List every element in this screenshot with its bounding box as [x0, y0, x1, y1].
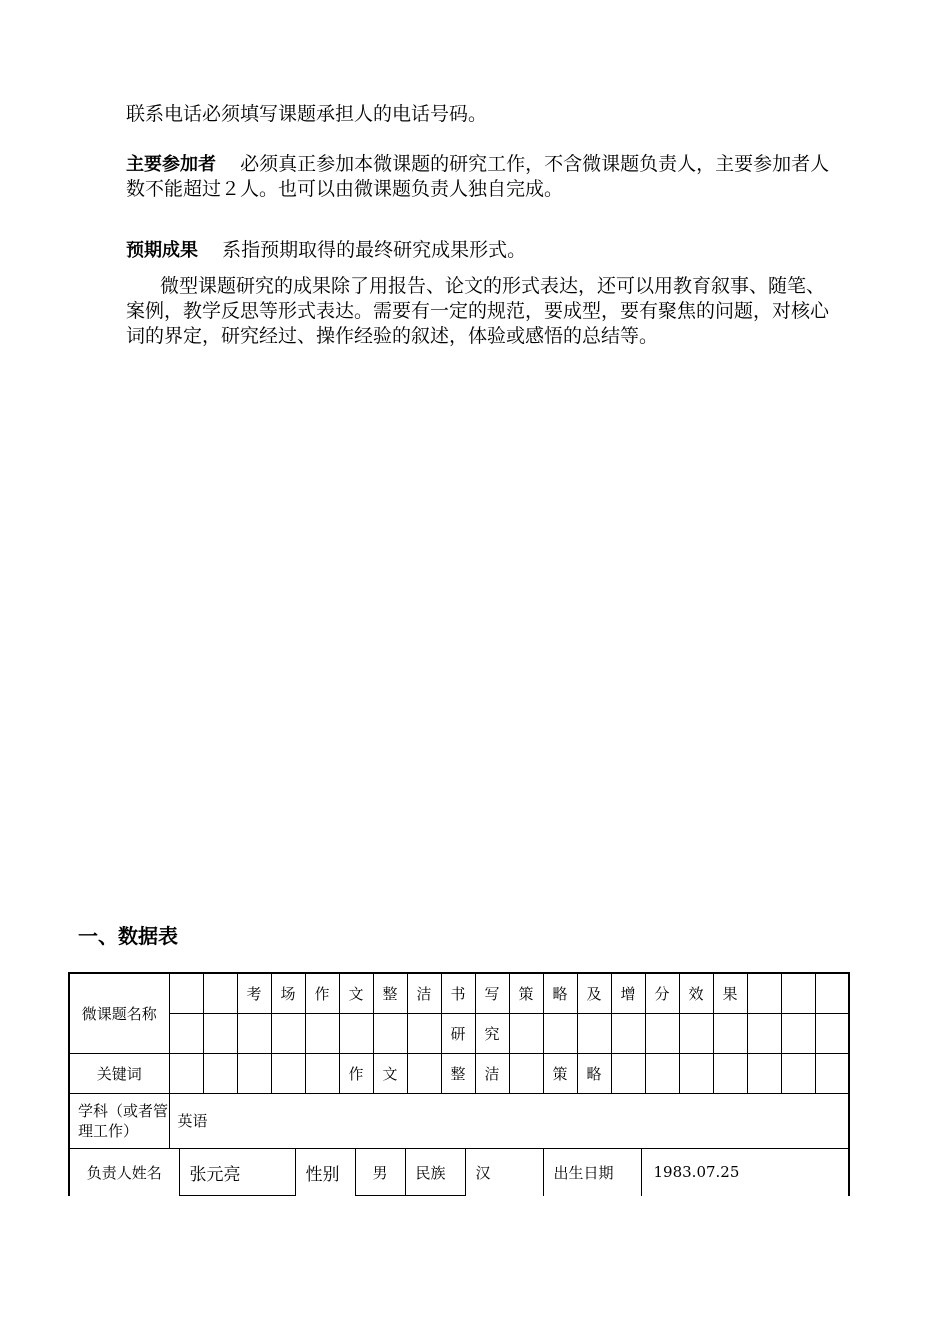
cell[interactable] — [169, 1014, 203, 1054]
cell[interactable] — [747, 973, 781, 1014]
cell[interactable]: 分 — [645, 973, 679, 1014]
name-value[interactable]: 张元亮 — [179, 1149, 295, 1196]
cell[interactable] — [781, 1014, 815, 1054]
subject-value[interactable]: 英语 — [169, 1094, 849, 1149]
cell[interactable]: 写 — [475, 973, 509, 1014]
data-table — [68, 972, 850, 1149]
cell[interactable]: 效 — [679, 973, 713, 1014]
outcome-label: 预期成果 — [126, 240, 198, 261]
cell[interactable] — [305, 1014, 339, 1054]
title-row-1 — [69, 973, 849, 1014]
person-table — [68, 1149, 850, 1196]
cell[interactable] — [781, 1054, 815, 1094]
participants-text: 必须真正参加本微课题的研究工作，不含微课题负责人，主要参加者人数不能超过２人。也可以由微课题负责人独自完成。 — [126, 153, 830, 200]
cell[interactable] — [509, 1014, 543, 1054]
cell[interactable] — [611, 1014, 645, 1054]
cell[interactable]: 洁 — [407, 973, 441, 1014]
cell[interactable]: 及 — [577, 973, 611, 1014]
cell[interactable] — [373, 1014, 407, 1054]
title-label: 微课题名称 — [69, 973, 169, 1054]
cell[interactable] — [237, 1014, 271, 1054]
cell[interactable] — [271, 1054, 305, 1094]
note-outcome — [126, 238, 842, 263]
cell[interactable] — [645, 1014, 679, 1054]
cell[interactable] — [747, 1014, 781, 1054]
cell[interactable] — [645, 1054, 679, 1094]
note-phone: 联系电话必须填写课题承担人的电话号码。 — [126, 103, 488, 125]
title-row-2 — [69, 1014, 849, 1054]
cell[interactable]: 场 — [271, 973, 305, 1014]
cell[interactable] — [237, 1054, 271, 1094]
cell[interactable] — [203, 973, 237, 1014]
cell[interactable] — [679, 1014, 713, 1054]
ethnicity-label: 民族 — [405, 1149, 465, 1196]
gender-value[interactable]: 男 — [355, 1149, 405, 1196]
cell[interactable]: 作 — [305, 973, 339, 1014]
cell[interactable] — [407, 1054, 441, 1094]
cell[interactable]: 策 — [509, 973, 543, 1014]
cell[interactable]: 整 — [441, 1054, 475, 1094]
cell[interactable] — [815, 1054, 849, 1094]
cell[interactable] — [679, 1054, 713, 1094]
cell[interactable]: 整 — [373, 973, 407, 1014]
cell[interactable] — [169, 1054, 203, 1094]
cell[interactable]: 略 — [577, 1054, 611, 1094]
subject-row — [69, 1094, 849, 1149]
cell[interactable] — [815, 973, 849, 1014]
gender-label: 性别 — [295, 1149, 355, 1196]
cell[interactable]: 果 — [713, 973, 747, 1014]
keywords-row — [69, 1054, 849, 1094]
cell[interactable] — [509, 1054, 543, 1094]
cell[interactable] — [713, 1014, 747, 1054]
cell[interactable]: 洁 — [475, 1054, 509, 1094]
cell[interactable] — [611, 1054, 645, 1094]
cell[interactable]: 研 — [441, 1014, 475, 1054]
cell[interactable] — [203, 1014, 237, 1054]
cell[interactable] — [305, 1054, 339, 1094]
cell[interactable] — [543, 1014, 577, 1054]
section-heading: 一、数据表 — [78, 924, 178, 948]
cell[interactable]: 书 — [441, 973, 475, 1014]
cell[interactable]: 考 — [237, 973, 271, 1014]
cell[interactable]: 文 — [339, 973, 373, 1014]
cell[interactable] — [339, 1014, 373, 1054]
cell[interactable]: 略 — [543, 973, 577, 1014]
cell[interactable]: 增 — [611, 973, 645, 1014]
cell[interactable] — [203, 1054, 237, 1094]
participants-label: 主要参加者 — [126, 154, 216, 175]
cell[interactable] — [747, 1054, 781, 1094]
person-row — [69, 1149, 849, 1196]
cell[interactable]: 策 — [543, 1054, 577, 1094]
cell[interactable] — [577, 1014, 611, 1054]
birth-label: 出生日期 — [543, 1149, 641, 1196]
birth-value[interactable]: 1983.07.25 — [641, 1149, 849, 1196]
outcome-text: 系指预期取得的最终研究成果形式。 — [222, 239, 527, 261]
cell[interactable]: 究 — [475, 1014, 509, 1054]
cell[interactable] — [815, 1014, 849, 1054]
cell[interactable] — [781, 973, 815, 1014]
note-participants — [126, 152, 842, 202]
cell[interactable] — [407, 1014, 441, 1054]
cell[interactable] — [713, 1054, 747, 1094]
cell[interactable]: 作 — [339, 1054, 373, 1094]
ethnicity-value[interactable]: 汉 — [465, 1149, 543, 1196]
name-label: 负责人姓名 — [86, 1163, 162, 1182]
cell[interactable]: 文 — [373, 1054, 407, 1094]
cell[interactable] — [271, 1014, 305, 1054]
keywords-label: 关键词 — [69, 1054, 169, 1094]
subject-label: 学科（或者管理工作） — [69, 1094, 169, 1149]
note-outcome-detail: 微型课题研究的成果除了用报告、论文的形式表达，还可以用教育叙事、随笔、案例，教学反思等形式表达。需要有一定的规范，要成型，要有聚焦的问题，对核心词的界定，研究经过、操作经验的叙述，体验或感悟的总结等。 — [126, 275, 830, 347]
cell[interactable] — [169, 973, 203, 1014]
